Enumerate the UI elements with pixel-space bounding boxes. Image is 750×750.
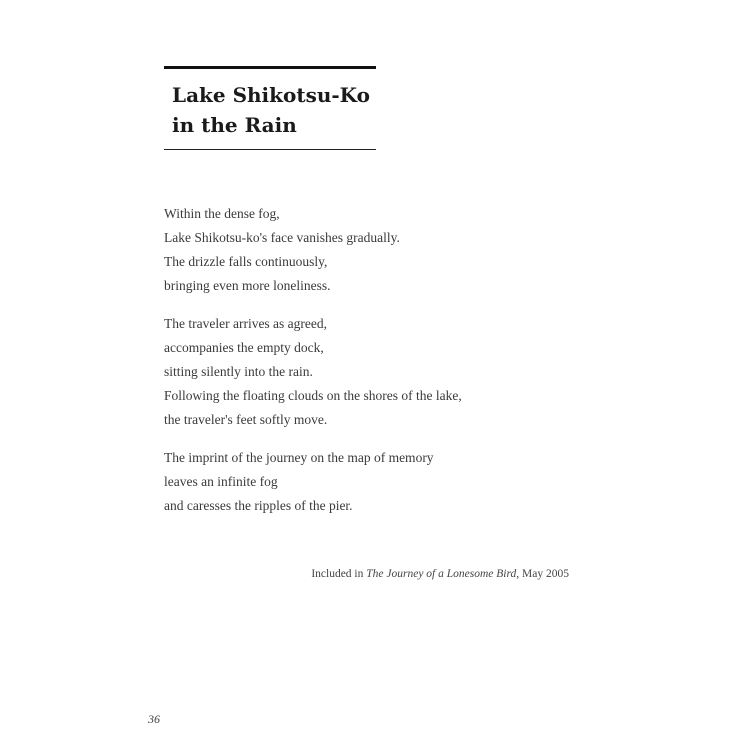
poem-title xyxy=(172,80,370,140)
stanza-1 xyxy=(164,202,564,298)
poem-line: The traveler arrives as agreed, xyxy=(164,316,328,331)
poem-title-line-2: in the Rain xyxy=(172,113,297,137)
poem-line: the traveler's feet softly move. xyxy=(164,412,328,427)
citation-work-title: The Journey of a Lonesome Bird, xyxy=(366,568,520,580)
poem-line: Following the floating clouds on the shores of the lake, xyxy=(164,388,462,403)
poem-line: leaves an infinite fog xyxy=(164,474,278,489)
poem-line: bringing even more loneliness. xyxy=(164,278,331,293)
poem-title-line-1: Lake Shikotsu-Ko xyxy=(172,83,370,107)
page-number: 36 xyxy=(148,712,160,726)
citation xyxy=(311,568,569,580)
title-top-rule xyxy=(164,66,376,69)
citation-prefix: Included in xyxy=(311,568,367,580)
poem-line: and caresses the ripples of the pier. xyxy=(164,498,353,513)
poem-line: sitting silently into the rain. xyxy=(164,364,313,379)
title-block xyxy=(164,66,376,152)
stanza-2 xyxy=(164,312,564,432)
poem-line: The imprint of the journey on the map of memory xyxy=(164,450,434,465)
poem-line: The drizzle falls continuously, xyxy=(164,254,328,269)
poem-line: Lake Shikotsu-ko's face vanishes gradually. xyxy=(164,230,400,245)
title-bottom-rule xyxy=(164,149,376,150)
citation-date: May 2005 xyxy=(519,568,569,580)
poem-line: accompanies the empty dock, xyxy=(164,340,324,355)
poem-line: Within the dense fog, xyxy=(164,206,280,221)
poem-body xyxy=(164,202,564,532)
stanza-3 xyxy=(164,446,564,518)
